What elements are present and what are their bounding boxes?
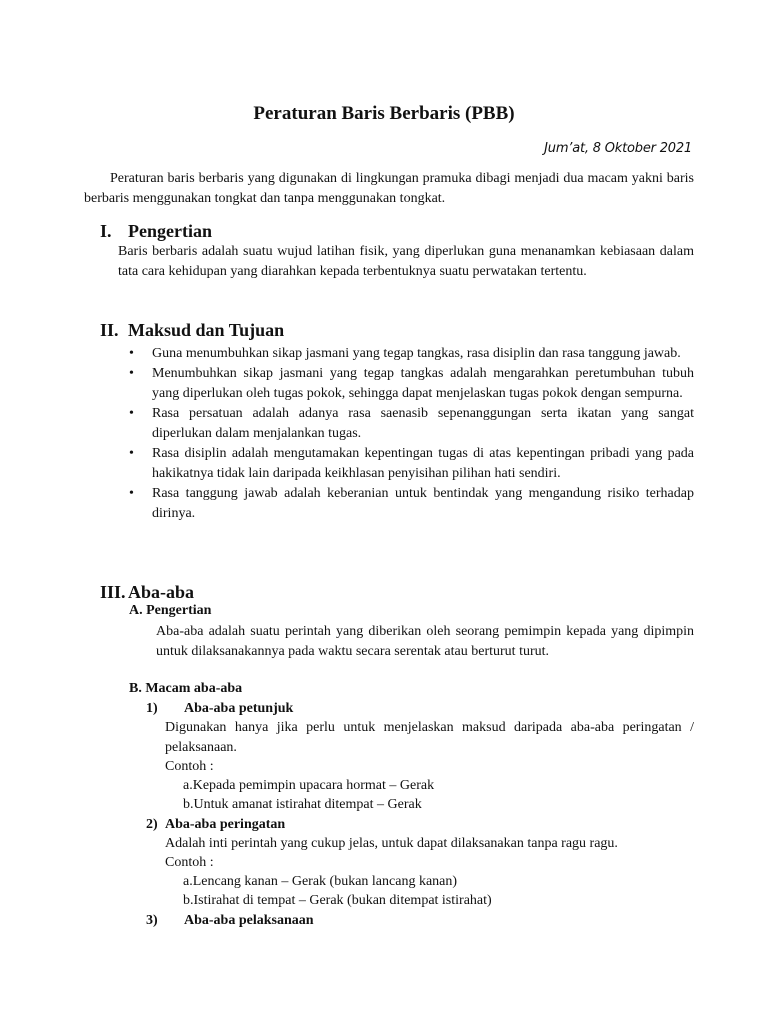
item-1-title: Aba-aba petunjuk [184, 701, 294, 716]
intro-paragraph [84, 169, 694, 209]
item-1-heading [146, 699, 293, 719]
section-2-heading [100, 320, 284, 341]
list-item: • Rasa tanggung jawab adalah keberanian untuk bentindak yang mengandung risiko terhadap dirinya. [152, 484, 694, 524]
item-1-example: a.Kepada pemimpin upacara hormat – Gerak [183, 778, 435, 793]
subsection-a-body: Aba-aba adalah suatu perintah yang diberikan oleh seorang pemimpin kepada yang dipimpin untuk dilaksanakannya pada waktu secara serentak atau berturut turut. [156, 624, 694, 659]
section-3-number: III. [100, 582, 126, 602]
subsection-b-heading: B. Macam aba-aba [129, 681, 243, 696]
list-item: • Rasa disiplin adalah mengutamakan kepentingan tugas di atas kepentingan pribadi yang pada hakikatnya tidak lain daripada keikhlasan penyisihan pilihan hati sendiri. [152, 444, 694, 484]
section-2-number: II. [100, 320, 119, 340]
item-2-title: Aba-aba peringatan [165, 817, 286, 832]
item-1-example-label: Contoh : [165, 759, 214, 774]
document-date: Jum’at, 8 Oktober 2021 [544, 141, 692, 156]
item-2-example: b.Istirahat di tempat – Gerak (bukan ditempat istirahat) [183, 893, 492, 908]
item-1-example: b.Untuk amanat istirahat ditempat – Gerak [183, 797, 422, 812]
section-3-title: Aba-aba [128, 582, 195, 602]
item-1-body: Digunakan hanya jika perlu untuk menjelaskan maksud daripada aba-aba peringatan / pelaksanaan. [165, 720, 694, 755]
item-2-example-label: Contoh : [165, 855, 214, 870]
item-3-number: 3) [146, 913, 158, 928]
section-1-body: Baris berbaris adalah suatu wujud latihan fisik, yang diperlukan guna menanamkan kebiasaan dalam tata cara kehidupan yang diarahkan kepada terbentuknya suatu perwatakan tertentu. [118, 244, 694, 279]
document-title: Peraturan Baris Berbaris (PBB) [253, 103, 515, 124]
item-2-number: 2) [146, 817, 158, 832]
list-item: • Menumbuhkan sikap jasmani yang tegap tangkas adalah mengarahkan peretumbuhan tubuh yang diperlukan oleh tugas pokok, sehingga dapat menjelaskan tugas pokok dengan sempurna. [152, 364, 694, 404]
item-2-example: a.Lencang kanan – Gerak (bukan lancang kanan) [183, 874, 458, 889]
section-1-title: Pengertian [128, 221, 212, 241]
intro-text: Peraturan baris berbaris yang digunakan di lingkungan pramuka dibagi menjadi dua macam yakni baris berbaris menggunakan tongkat dan tanpa menggunakan tongkat. [84, 171, 694, 206]
list-item: • Rasa persatuan adalah adanya rasa saenasib sepenanggungan serta ikatan yang sangat diperlukan dalam menjalankan tugas. [152, 404, 694, 444]
item-2-heading [146, 815, 285, 835]
section-3-heading [100, 582, 194, 603]
list-item: • Guna menumbuhkan sikap jasmani yang tegap tangkas, rasa disiplin dan rasa tanggung jawab. [152, 344, 694, 364]
section-1-heading [100, 221, 212, 242]
item-3-title: Aba-aba pelaksanaan [184, 913, 314, 928]
section-2-bullet-list [152, 344, 694, 524]
subsection-a-heading: A. Pengertian [129, 603, 212, 618]
item-3-heading [146, 911, 314, 931]
item-1-number: 1) [146, 701, 158, 716]
item-2-body: Adalah inti perintah yang cukup jelas, untuk dapat dilaksanakan tanpa ragu ragu. [165, 836, 618, 851]
section-2-title: Maksud dan Tujuan [128, 320, 285, 340]
section-1-number: I. [100, 221, 112, 241]
